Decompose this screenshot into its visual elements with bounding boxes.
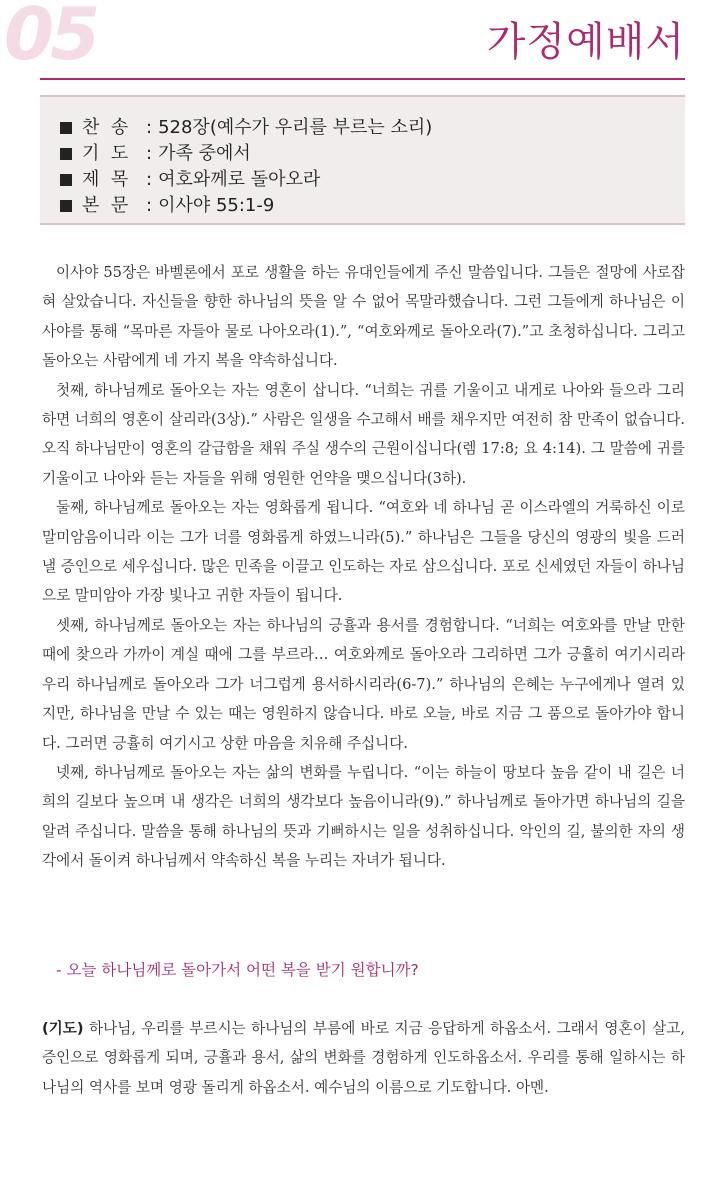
page-number: 05: [4, 0, 97, 76]
page-title: 가정예배서: [486, 19, 685, 65]
sermon-paragraph-intro: 이사야 55장은 바벨론에서 포로 생활을 하는 유대인들에게 주신 말씀입니다. 그들은 절망에 사로잡혀 살았습니다. 자신들을 향한 하나님의 뜻을 알 수 없어 목말라했습니다. 그런 그들에게 하나님은 이사야를 통해 “목마른 자들아 물로 나아오라(1).”, “여호와께로 돌아오라(7).”고 초청하십니다. 그리고 돌아오는 사람에게 네 가지 복을 약속하십니다.: [42, 264, 685, 370]
info-prayer: [60, 141, 432, 167]
prayer-label: (기도): [42, 1020, 84, 1037]
info-hymn: [60, 115, 432, 141]
info-label: 본 문: [82, 195, 129, 216]
square-bullet-icon: [60, 200, 72, 212]
closing-prayer: [42, 1014, 685, 1102]
square-bullet-icon: [60, 148, 72, 160]
square-bullet-icon: [60, 174, 72, 186]
info-colon: :: [146, 195, 153, 216]
info-value: 가족 중에서: [158, 143, 251, 164]
reflection-question: - 오늘 하나님께로 돌아가서 어떤 복을 받기 원합니까?: [56, 961, 419, 979]
info-value: 여호와께로 돌아오라: [158, 169, 321, 190]
title-divider: [40, 78, 685, 80]
prayer-text: 하나님, 우리를 부르시는 하나님의 부름에 바로 지금 응답하게 하옵소서. 그래서 영혼이 살고, 증인으로 영화롭게 되며, 긍휼과 용서, 삶의 변화를 경험하게 인도하옵소서. 우리를 통해 일하시는 하나님의 역사를 보며 영광 돌리게 하옵소서. 예수님의 이름으로 기도합니다. 아멘.: [42, 1020, 685, 1096]
square-bullet-icon: [60, 122, 72, 134]
worship-info-list: [60, 115, 432, 219]
sermon-paragraph-second: 둘째, 하나님께로 돌아오는 자는 영화롭게 됩니다. “여호와 네 하나님 곧 이스라엘의 거룩하신 이로 말미암음이니라 이는 그가 너를 영화롭게 하였느니라(5).” 하나님은 그들을 당신의 영광의 빛을 드러낼 증인으로 세우십니다. 많은 민족을 이끌고 인도하는 자로 삼으십니다. 포로 신세였던 자들이 하나님으로 말미암아 가장 빛나고 귀한 자들이 됩니다.: [42, 499, 685, 605]
info-label: 제 목: [82, 169, 129, 190]
info-colon: :: [146, 169, 153, 190]
sermon-body: [42, 258, 685, 876]
sermon-paragraph-third: 셋째, 하나님께로 돌아오는 자는 하나님의 긍휼과 용서를 경험합니다. “너희는 여호와를 만날 만한 때에 찾으라 가까이 계실 때에 그를 부르라… 여호와께로 돌아오라 그리하면 그가 긍휼히 여기시리라 우리 하나님께로 돌아오라 그가 너그럽게 용서하시리라(6-7).” 하나님의 은혜는 누구에게나 열려 있지만, 하나님을 만날 수 있는 때는 영원하지 않습니다. 바로 오늘, 바로 지금 그 품으로 돌아가야 합니다. 그러면 긍휼히 여기시고 상한 마음을 치유해 주십니다.: [42, 616, 685, 752]
info-colon: :: [146, 117, 153, 138]
sermon-paragraph-fourth: 넷째, 하나님께로 돌아오는 자는 삶의 변화를 누립니다. “이는 하늘이 땅보다 높음 같이 내 길은 너희의 길보다 높으며 내 생각은 너희의 생각보다 높음이니라(9).” 하나님께로 돌아가면 하나님의 길을 알려 주십니다. 말씀을 통해 하나님의 뜻과 기뻐하시는 일을 성취하십니다. 악인의 길, 불의한 자의 생각에서 돌이켜 하나님께서 약속하신 복을 누리는 자녀가 됩니다.: [42, 763, 685, 870]
sermon-paragraph-first: 첫째, 하나님께로 돌아오는 자는 영혼이 삽니다. “너희는 귀를 기울이고 내게로 나아와 들으라 그리하면 너희의 영혼이 살리라(3상).” 사람은 일생을 수고해서 배를 채우지만 여전히 참 만족이 없습니다. 오직 하나님만이 영혼의 갈급함을 채워 주실 생수의 근원이십니다(렘 17:8; 요 4:14). 그 말씀에 귀를 기울이고 나아와 듣는 자들을 위해 영원한 언약을 맺으십니다(3하).: [42, 381, 685, 487]
info-label: 찬 송: [82, 117, 129, 138]
info-value: 528장(예수가 우리를 부르는 소리): [158, 117, 433, 138]
info-theme: [60, 167, 432, 193]
info-label: 기 도: [82, 143, 129, 164]
info-scripture: [60, 193, 432, 219]
worship-info-box: [40, 95, 685, 225]
info-value: 이사야 55:1-9: [158, 195, 275, 216]
info-colon: :: [146, 143, 153, 164]
